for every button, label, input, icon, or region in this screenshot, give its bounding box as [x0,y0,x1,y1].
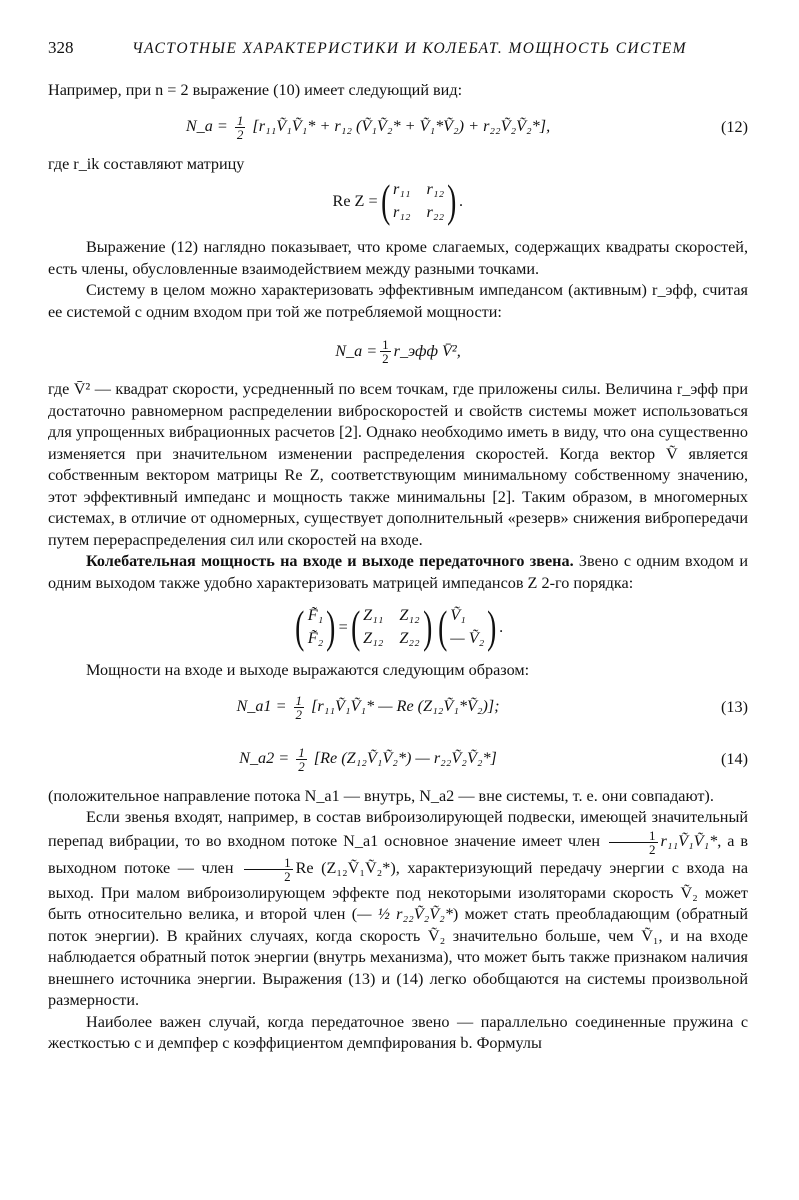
reZ-lhs: Re Z = [332,191,378,210]
paragraph-important-case: Наиболее важен случай, когда передаточное звено — параллельно соединенные пружина с жесткостью c и демпфер с коэффициентом демпфирования b. Формулы [48,1012,748,1052]
paragraph-velocity: где V̄² — квадрат скорости, усредненный по всем точкам, где приложены силы. Величина r_эфф при достаточно равномерном распределении виброскоростей и свойств системы может использоваться для упрощенных вибрационных расчетов [2]. Однако необходимо иметь в виду, что она существенно изменяется при значительном изменении распределения скоростей. Когда вектор Ṽ является собственным вектором матрицы Re Z, соответствующим минимальному собственному значению, этот эффективный импеданс и мощность также минимальны [2]. Таким образом, в многомерных системах, в отличие от одномерных, существует дополнительный «резерв» снижения вибропередачи путем перераспределения сил или скоростей на входе. [48,380,748,549]
paragraph-link-power: Колебательная мощность на входе и выходе передаточного звена. Звено с одним входом и одним выходом также удобно характеризовать матрицей импедансов Z 2-го порядка: [48,552,748,592]
section-heading: Колебательная мощность на входе и выходе передаточного звена. [86,552,574,570]
equation-12 [48,102,748,154]
paragraph-expression-12: Выражение (12) наглядно показывает, что кроме слагаемых, содержащих квадраты скоростей, есть члены, обусловленные взаимодействием между разными точками. [48,238,748,278]
eq14-number: (14) [721,750,748,768]
equation-force-impedance: ( F̃₁ F̃₂ ) = ( Z₁₁ Z₁₂ Z₁₂ Z₂₂ ) ( Ṽ₁ — Ṽ₂ ) . [295,601,504,652]
book-page [48,38,748,1055]
page-number: 328 [48,38,74,57]
eq12-number: (12) [721,118,748,136]
equation-effective: N_a = $\frac{1}{2}$ r_эфф V̄², [335,336,461,366]
equation-13: N_a1 = $\frac{1}{2}$ [r₁₁Ṽ₁Ṽ₁* — Re (Z₁₂Ṽ₁*Ṽ₂)]; (13) [236,693,748,722]
paragraph-effective-impedance: Систему в целом можно характеризовать эффективным импедансом (активным) r_эфф, считая ее системой с одним входом при той же потребляемой мощности: [48,281,748,321]
equation-14: N_a2 = $\frac{1}{2}$ [Re (Z₁₂Ṽ₁Ṽ₂*) — r₂₂Ṽ₂Ṽ₂*] (14) [239,745,748,774]
eq12-lhs: N_a = [185,117,228,136]
eq13-number: (13) [721,698,748,716]
running-title: ЧАСТОТНЫЕ ХАРАКТЕРИСТИКИ И КОЛЕБАТ. МОЩНОСТЬ СИСТЕМ [132,40,687,57]
paragraph-powers: Мощности на входе и выходе выражаются следующим образом: [86,661,530,679]
paragraph-matrix-intro: где r_ik составляют матрицу [48,154,245,173]
eq12-rhs: [r₁₁Ṽ₁Ṽ₁* + r₁₂ (Ṽ₁Ṽ₂* + Ṽ₁*Ṽ₂) + r₂₂Ṽ₂Ṽ₂*], [252,117,551,136]
equation-reZ [48,175,748,227]
paragraph-vibration-isolation: Если звенья входят, например, в состав виброизолирующей подвески, имеющей значительный перепад вибрации, то во входном потоке N_a1 основное значение имеет член $\frac{1}{2}$ r₁₁Ṽ₁Ṽ₁*, а в выходном потоке — член $\frac{1}{2}$ Re (Z₁₂Ṽ₁Ṽ₂*), характеризующий передачу энергии с входа на выход. При малом виброизолирующем эффекте под некоторыми изоляторами скорость Ṽ₂ может быть относительно велика, и второй член (— ½ r₂₂Ṽ₂Ṽ₂*) может стать преобладающим (обратный поток энергии). В крайних случаях, когда скорость Ṽ₂ значительно больше, чем Ṽ₁, и на входе наблюдается обратный поток энергии (внутрь механизма), что может быть также признаком наличия внешнего источника энергии. Выражения (13) и (14) легко обобщаются на системы произвольной размерности. [48,808,749,1009]
eq12-fraction: $\frac{1}{2}$ [236,113,244,142]
page-header [48,38,748,58]
reZ-matrix: ( r₁₁ r₁₂ r₁₂ r₂₂ ) . [380,175,464,226]
paragraph-flow-direction: (положительное направление потока N_a1 — внутрь, N_a2 — вне системы, т. е. они совпадают). [48,786,714,805]
paragraph-intro: Например, при n = 2 выражение (10) имеет следующий вид: [48,81,463,99]
